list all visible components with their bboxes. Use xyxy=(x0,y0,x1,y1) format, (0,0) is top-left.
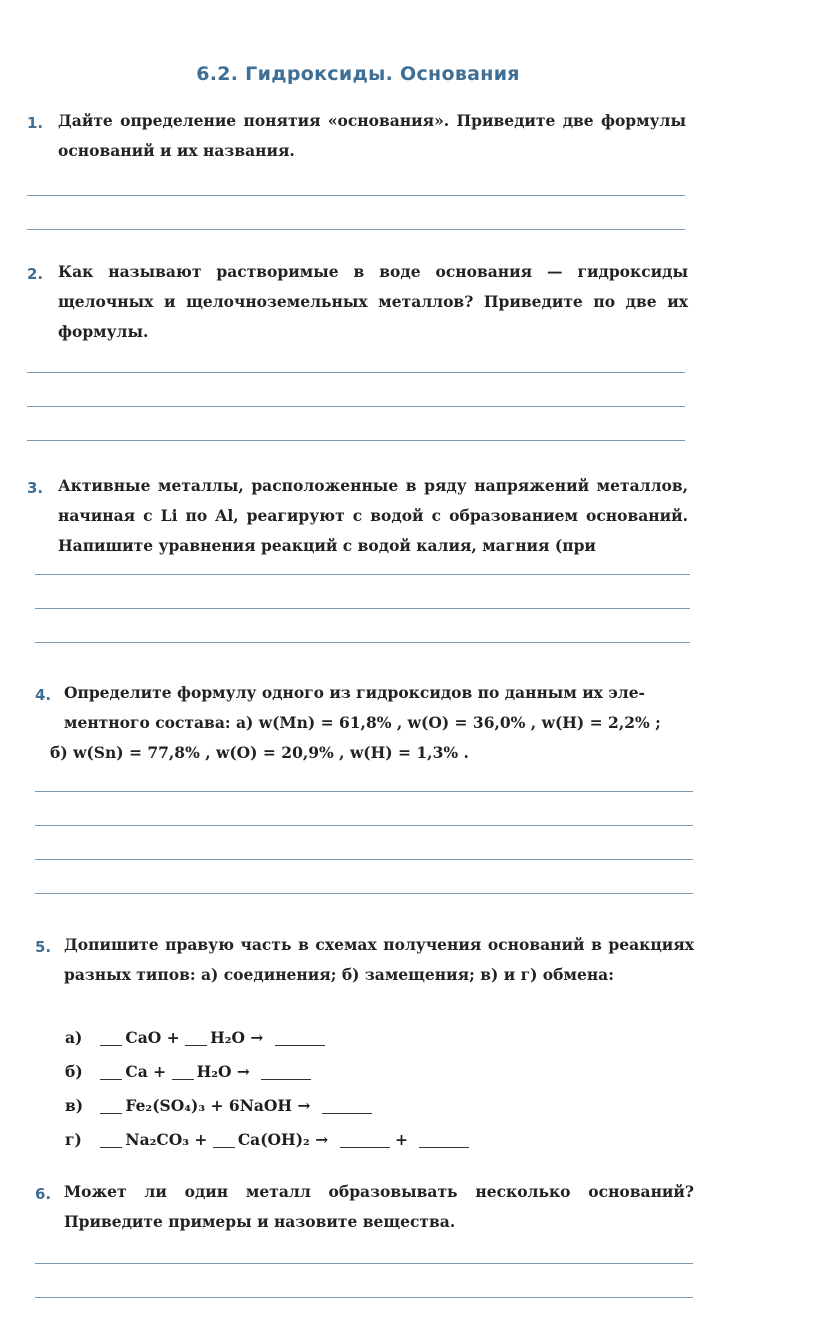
answer-line[interactable] xyxy=(35,1297,693,1298)
scheme-part: Na₂CO₃ + xyxy=(125,1130,208,1149)
coefficient-blank[interactable] xyxy=(100,1065,122,1080)
task-text-line: б) w(Sn) = 77,8% , w(O) = 20,9% , w(H) = 1,3% . xyxy=(50,743,469,762)
task-number: 4. xyxy=(35,686,52,704)
scheme-part: CaO + xyxy=(125,1028,180,1047)
answer-line[interactable] xyxy=(35,608,690,609)
task-number: 2. xyxy=(27,265,44,283)
scheme-d xyxy=(65,1130,469,1164)
task-text: Может ли один металл образовывать несколько оснований? Приведите примеры и назовите вещества. xyxy=(64,1182,694,1231)
answer-line[interactable] xyxy=(35,791,693,792)
answer-line[interactable] xyxy=(35,574,690,575)
task-text-line: Определите формулу одного из гидроксидов по данным их эле- xyxy=(64,683,645,702)
answer-line[interactable] xyxy=(35,893,693,894)
scheme-part: H₂O → xyxy=(196,1062,250,1081)
task-text: Дайте определение понятия «основания». Приведите две формулы оснований и их названия. xyxy=(58,111,686,160)
coefficient-blank[interactable] xyxy=(185,1031,207,1046)
scheme-label: в) xyxy=(65,1096,84,1115)
task-text: Как называют растворимые в воде основания — гидроксиды щелочных и щелочноземельных металлов? Приведите по две их формулы. xyxy=(58,262,688,341)
answer-line[interactable] xyxy=(35,1263,693,1264)
scheme-c xyxy=(65,1096,372,1130)
product-blank[interactable] xyxy=(261,1065,311,1080)
task-text: Допишите правую часть в схемах получения оснований в реакциях разных типов: а) соединения; б) замещения; в) и г) обмена: xyxy=(64,935,694,984)
product-blank[interactable] xyxy=(340,1133,390,1148)
scheme-part: Ca(OH)₂ → xyxy=(237,1130,329,1149)
scheme-label: а) xyxy=(65,1028,83,1047)
scheme-label: б) xyxy=(65,1062,83,1081)
coefficient-blank[interactable] xyxy=(213,1133,235,1148)
scheme-part: H₂O → xyxy=(210,1028,264,1047)
task-text xyxy=(50,678,694,768)
answer-line[interactable] xyxy=(27,406,685,407)
coefficient-blank[interactable] xyxy=(100,1133,122,1148)
scheme-label: г) xyxy=(65,1130,82,1149)
scheme-a xyxy=(65,1028,325,1062)
task-number: 5. xyxy=(35,938,52,956)
page-title: 6.2. Гидроксиды. Основания xyxy=(196,63,520,85)
answer-line[interactable] xyxy=(27,372,685,373)
answer-line[interactable] xyxy=(35,642,690,643)
scheme-part: + xyxy=(395,1130,409,1149)
scheme-part: Fe₂(SO₄)₃ + 6NaOH → xyxy=(125,1096,311,1115)
task-text: Активные металлы, расположенные в ряду напряжений металлов, начиная с Li по Al, реагируют с водой с образованием оснований. Напишите уравнения реакций с водой калия, магния (при xyxy=(58,476,688,555)
answer-line[interactable] xyxy=(27,229,685,230)
product-blank[interactable] xyxy=(419,1133,469,1148)
answer-line[interactable] xyxy=(35,825,693,826)
coefficient-blank[interactable] xyxy=(172,1065,194,1080)
answer-line[interactable] xyxy=(27,440,685,441)
scheme-part: Ca + xyxy=(125,1062,167,1081)
product-blank[interactable] xyxy=(275,1031,325,1046)
task-text-line: ментного состава: а) w(Mn) = 61,8% , w(O) = 36,0% , w(H) = 2,2% ; xyxy=(64,713,661,732)
product-blank[interactable] xyxy=(322,1099,372,1114)
coefficient-blank[interactable] xyxy=(100,1031,122,1046)
coefficient-blank[interactable] xyxy=(100,1099,122,1114)
task-number: 3. xyxy=(27,479,44,497)
task-number: 6. xyxy=(35,1185,52,1203)
task-number: 1. xyxy=(27,114,44,132)
answer-line[interactable] xyxy=(27,195,685,196)
scheme-b xyxy=(65,1062,311,1096)
answer-line[interactable] xyxy=(35,859,693,860)
